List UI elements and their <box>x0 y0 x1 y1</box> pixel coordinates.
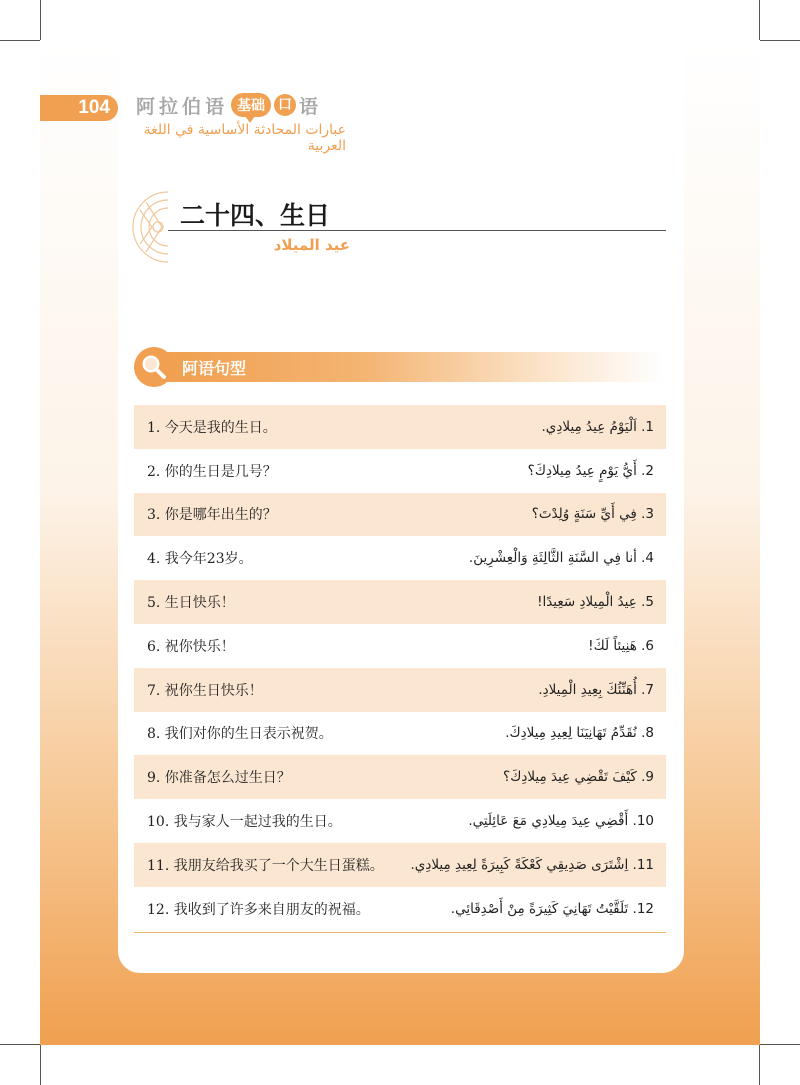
crop-mark <box>755 1044 800 1045</box>
sentence-row <box>134 755 666 799</box>
sentence-chinese: 10. 我与家人一起过我的生日。 <box>147 814 342 831</box>
sentence-chinese: 11. 我朋友给我买了一个大生日蛋糕。 <box>147 857 384 874</box>
sentence-row <box>134 449 666 493</box>
sentence-row <box>134 799 666 843</box>
sentence-list <box>134 405 666 931</box>
crop-mark <box>759 1040 760 1085</box>
chapter-title: 二十四、生日 <box>180 201 331 230</box>
sentence-chinese: 6. 祝你快乐！ <box>147 638 235 655</box>
sentence-chinese: 1. 今天是我的生日。 <box>147 419 277 436</box>
book-title-circle: 口 <box>274 94 296 116</box>
sentence-chinese: 2. 你的生日是几号？ <box>147 463 277 480</box>
chapter-title-arabic: عيد الميلاد <box>273 236 350 254</box>
sentence-row <box>134 668 666 712</box>
crop-mark <box>40 0 41 45</box>
crop-mark <box>755 40 800 41</box>
sentence-chinese: 7. 祝你生日快乐！ <box>147 682 263 699</box>
sentence-arabic: 2. أَيُّ يَوْمٍ عِيدُ مِيلادِكَ؟ <box>527 462 654 479</box>
sentence-row <box>134 536 666 580</box>
crop-mark <box>0 40 45 41</box>
sentence-arabic: 4. أنا فِي السَّنَةِ الثَّالِثَةِ وَالْعِشْرِينَ. <box>468 550 654 567</box>
sentence-arabic: 11. اِشْتَرَى صَدِيقِي كَعْكَةً كَبِيرَةً لِعِيدِ مِيلادِي. <box>410 856 654 873</box>
sentence-row <box>134 405 666 449</box>
book-title <box>136 92 318 118</box>
sentence-arabic: 9. كَيْفَ تَقْضِي عِيدَ مِيلادِكَ؟ <box>503 769 654 786</box>
sentence-arabic: 7. أُهَنِّئُكَ بِعِيدِ الْمِيلادِ. <box>538 681 654 698</box>
sentence-arabic: 1. اَلْيَوْمُ عِيدُ مِيلادِي. <box>541 418 654 435</box>
book-title-bubble: 基础 <box>231 93 271 117</box>
book-title-part: 阿拉伯语 <box>136 95 229 118</box>
sentence-chinese: 8. 我们对你的生日表示祝贺。 <box>147 726 333 743</box>
sentence-arabic: 5. عِيدُ الْمِيلادِ سَعِيدًا! <box>537 594 654 611</box>
book-title-part: 语 <box>299 95 319 118</box>
title-divider <box>168 230 666 231</box>
sentence-row <box>134 580 666 624</box>
sentence-row <box>134 493 666 537</box>
sentence-arabic: 10. أَقْضِي عِيدَ مِيلادِي مَعَ عَائِلَتِي. <box>468 813 654 830</box>
sentence-row <box>134 712 666 756</box>
sentence-row <box>134 624 666 668</box>
sentence-row <box>134 887 666 931</box>
sentence-chinese: 5. 生日快乐！ <box>147 595 235 612</box>
sentence-chinese: 4. 我今年23岁。 <box>147 551 253 568</box>
magnifier-icon <box>132 345 176 389</box>
sentence-row <box>134 843 666 887</box>
crop-mark <box>40 1040 41 1085</box>
sentence-arabic: 8. نُقَدِّمُ تَهَانِيَنَا لِعِيدِ مِيلادِكَ. <box>505 725 654 742</box>
page-number: 104 <box>40 95 118 121</box>
sentence-arabic: 12. تَلَقَّيْتُ تَهَانِيَ كَثِيرَةً مِنْ أَصْدِقَائِي. <box>450 900 654 917</box>
sentence-chinese: 3. 你是哪年出生的？ <box>147 507 277 524</box>
sentence-chinese: 9. 你准备怎么过生日？ <box>147 770 291 787</box>
section-title: 阿语句型 <box>182 359 247 378</box>
sentence-chinese: 12. 我收到了许多来自朋友的祝福。 <box>147 901 370 918</box>
sentence-arabic: 6. هَنِيئاً لَكَ! <box>588 637 654 654</box>
crop-mark <box>759 0 760 45</box>
crop-mark <box>0 1044 45 1045</box>
book-subtitle-arabic: عبارات المحادثة الأساسية في اللغة العربية <box>143 122 346 154</box>
list-bottom-rule <box>134 932 666 933</box>
arabesque-ornament-icon <box>132 190 168 264</box>
sentence-arabic: 3. فِي أَيِّ سَنَةٍ وُلِدْتَ؟ <box>531 506 654 523</box>
